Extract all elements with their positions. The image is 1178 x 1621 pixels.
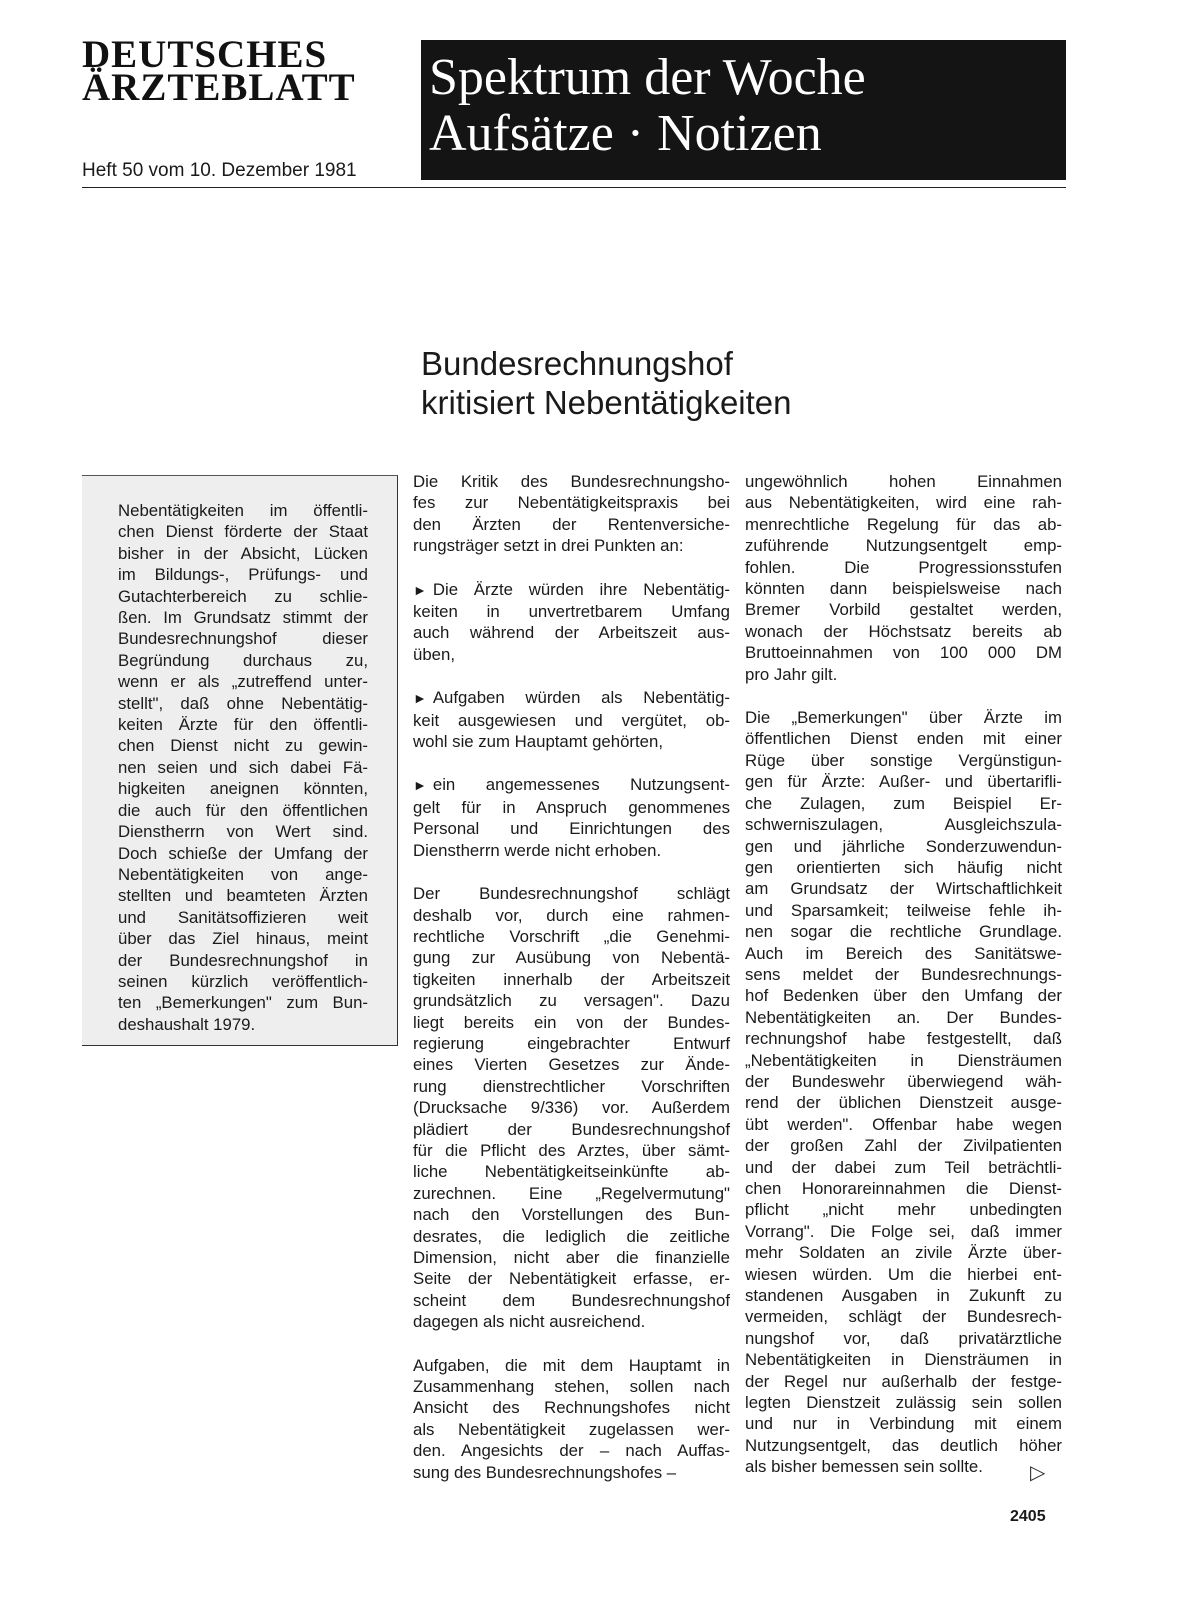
intro-line: chen Dienst förderte der Staat xyxy=(118,522,368,542)
masthead-line-2: ÄRZTEBLATT xyxy=(82,66,356,109)
intro-line: Gutachterbereich zu schlie- xyxy=(118,586,368,606)
text-line: gen und jährliche Sonderzuwendun- xyxy=(745,836,1062,856)
text-line: gen orientierten sich häufig nicht xyxy=(745,857,1062,877)
masthead-line-1: DEUTSCHES xyxy=(82,33,328,76)
text-line: wonach der Höchstsatz bereits ab xyxy=(745,621,1062,641)
text-line: (Drucksache 9/336) vor. Außerdem xyxy=(413,1098,730,1118)
text-line: als Nebentätigkeit zugelassen wer- xyxy=(413,1419,730,1439)
text-line: ungewöhnlich hohen Einnahmen xyxy=(745,472,1062,491)
text-line: tigkeiten innerhalb der Arbeitszeit xyxy=(413,969,730,989)
paragraph xyxy=(745,471,1062,685)
text-line: Vorrang". Die Folge sei, daß immer xyxy=(745,1221,1062,1241)
text-line: deshalb vor, durch eine rahmen- xyxy=(413,905,730,925)
text-line: ► Aufgaben würden als Nebentätig- xyxy=(413,688,730,708)
intro-line: higkeiten aneignen könnten, xyxy=(118,779,368,799)
text-line: öffentlichen Dienst enden mit einer xyxy=(745,729,1062,749)
headline-line-2: kritisiert Nebentätigkeiten xyxy=(421,384,792,421)
text-line: ► Die Ärzte würden ihre Nebentätig- xyxy=(413,579,730,599)
intro-line: Nebentätigkeiten im öffentli- xyxy=(118,501,368,520)
intro-line: deshaushalt 1979. xyxy=(118,1014,256,1034)
text-line: wiesen würden. Um die hierbei ent- xyxy=(745,1264,1062,1284)
text-line: Aufgaben, die mit dem Hauptamt in xyxy=(413,1355,730,1375)
text-line: fohlen. Die Progressionsstufen xyxy=(745,557,1062,577)
intro-line: über das Ziel hinaus, meint xyxy=(118,929,368,949)
article-column-2 xyxy=(745,471,1062,1500)
text-line: Bremer Vorbild gestaltet werden, xyxy=(745,600,1062,620)
text-line: der großen Zahl der Zivilpatienten xyxy=(745,1136,1062,1156)
text-line: zuführende Nutzungsentgelt emp- xyxy=(745,536,1062,556)
text-line: Bruttoeinnahmen von 100 000 DM xyxy=(745,643,1062,663)
text-line: liche Nebentätigkeitseinkünfte ab- xyxy=(413,1162,730,1182)
text-line: legten Dienstzeit zulässig sein sollen xyxy=(745,1393,1062,1413)
text-line: den Ärzten der Rentenversiche- xyxy=(413,514,730,534)
paragraph xyxy=(413,471,730,557)
text-line: sens meldet der Bundesrechnungs- xyxy=(745,964,1062,984)
intro-line: der Bundesrechnungshof in xyxy=(118,950,368,970)
intro-text xyxy=(118,500,368,1035)
text-line: auch während der Arbeitszeit aus- xyxy=(413,623,730,643)
intro-line: ßen. Im Grundsatz stimmt der xyxy=(118,608,368,628)
section-banner xyxy=(421,40,1066,180)
text-line: und Sparsamkeit; teilweise fehle ih- xyxy=(745,900,1062,920)
text-line: und der dabei zum Teil beträchtli- xyxy=(745,1157,1062,1177)
paragraph xyxy=(745,707,1062,1478)
text-line: rungsträger setzt in drei Punkten an: xyxy=(413,536,684,556)
text-line: scheint dem Bundesrechnungshof xyxy=(413,1290,730,1310)
text-line: Auch im Bereich des Sanitätswe- xyxy=(745,943,1062,963)
text-line: könnten dann beispielsweise nach xyxy=(745,579,1062,599)
text-line: pro Jahr gilt. xyxy=(745,664,838,684)
text-line: der Bundeswehr überwiegend wäh- xyxy=(745,1071,1062,1091)
bullet-item xyxy=(413,774,730,861)
headline-line-1: Bundesrechnungshof xyxy=(421,345,733,382)
text-line: rend der üblichen Dienstzeit ausge- xyxy=(745,1093,1062,1113)
intro-box-top-rule xyxy=(82,475,398,476)
text-line: hof Bedenken über den Umfang der xyxy=(745,986,1062,1006)
intro-line: stellt", daß ohne Nebentätig- xyxy=(118,693,368,713)
text-line: Nutzungsentgelt, das deutlich höher xyxy=(745,1435,1062,1455)
text-line: nungshof vor, daß privatärztliche xyxy=(745,1328,1062,1348)
continue-arrow-icon: ▷ xyxy=(1030,1462,1046,1484)
text-line: nen sogar die rechtliche Grundlage. xyxy=(745,922,1062,942)
article-headline xyxy=(421,344,1061,422)
text-line: für die Pflicht des Arztes, über sämt- xyxy=(413,1140,730,1160)
article-column-1 xyxy=(413,471,730,1505)
text-line: standenen Ausgaben in Zukunft zu xyxy=(745,1286,1062,1306)
text-line: wohl sie zum Hauptamt gehörten, xyxy=(413,732,663,752)
text-line: schwerniszulagen, Ausgleichszula- xyxy=(745,815,1062,835)
text-line: fes zur Nebentätigkeitspraxis bei xyxy=(413,493,730,513)
text-line: ► ein angemessenes Nutzungsent- xyxy=(413,775,730,795)
intro-line: Nebentätigkeiten von ange- xyxy=(118,864,368,884)
text-line: nach den Vorstellungen des Bun- xyxy=(413,1205,730,1225)
text-line: dagegen als nicht ausreichend. xyxy=(413,1312,646,1332)
text-line: Personal und Einrichtungen des xyxy=(413,819,730,839)
intro-line: im Bildungs-, Prüfungs- und xyxy=(118,565,368,585)
intro-line: Dienstherrn von Wert sind. xyxy=(118,822,368,842)
header-rule xyxy=(82,187,1066,188)
intro-line: keiten Ärzte für den öffentli- xyxy=(118,715,368,735)
text-line: Der Bundesrechnungshof schlägt xyxy=(413,884,730,904)
text-line: gen für Ärzte: Außer- und übertarifli- xyxy=(745,772,1062,792)
text-line: Dienstherrn werde nicht erhoben. xyxy=(413,840,662,860)
text-line: Rüge über sonstige Vergünstigun- xyxy=(745,750,1062,770)
text-line: übt werden". Offenbar habe wegen xyxy=(745,1114,1062,1134)
intro-line: Doch schieße der Umfang der xyxy=(118,843,368,863)
text-line: rung dienstrechtlicher Vorschriften xyxy=(413,1076,730,1096)
bullet-arrow-icon: ► xyxy=(413,777,427,794)
bullet-arrow-icon: ► xyxy=(413,690,427,707)
text-line: Nebentätigkeiten an. Der Bundes- xyxy=(745,1007,1062,1027)
intro-line: bisher in der Absicht, Lücken xyxy=(118,543,368,563)
intro-line: seinen kürzlich veröffentlich- xyxy=(118,971,368,991)
text-line: che Zulagen, zum Beispiel Er- xyxy=(745,793,1062,813)
text-line: liegt bereits ein von der Bundes- xyxy=(413,1012,730,1032)
text-line: grundsätzlich zu versagen". Dazu xyxy=(413,991,730,1011)
text-line: chen Honorareinnahmen die Dienst- xyxy=(745,1179,1062,1198)
text-line: den. Angesichts der – nach Auffas- xyxy=(413,1441,730,1461)
text-line: sung des Bundesrechnungshofes – xyxy=(413,1462,677,1482)
section-title-line-2: Aufsätze · Notizen xyxy=(429,105,822,162)
text-line: keiten in unvertretbarem Umfang xyxy=(413,602,730,622)
text-line: Nebentätigkeiten in Diensträumen in xyxy=(745,1350,1062,1370)
bullet-arrow-icon: ► xyxy=(413,581,427,598)
text-line: und nur in Verbindung mit einem xyxy=(745,1414,1062,1434)
intro-line: chen Dienst nicht zu gewin- xyxy=(118,736,368,756)
text-line: aus Nebentätigkeiten, wird eine rah- xyxy=(745,493,1062,513)
text-line: der Regel nur außerhalb der festge- xyxy=(745,1371,1062,1391)
text-line: regierung eingebrachter Entwurf xyxy=(413,1033,730,1053)
text-line: üben, xyxy=(413,644,455,664)
intro-line: stellten und beamteten Ärzten xyxy=(118,886,368,906)
text-line: Zusammenhang stehen, sollen nach xyxy=(413,1377,730,1397)
intro-line: Begründung durchaus zu, xyxy=(118,650,368,670)
text-line: Seite der Nebentätigkeit erfasse, er- xyxy=(413,1269,730,1289)
bullet-item xyxy=(413,579,730,666)
section-title-line-1: Spektrum der Woche xyxy=(429,49,866,106)
text-line: rechtliche Vorschrift „die Genehmi- xyxy=(413,926,730,946)
bullet-item xyxy=(413,687,730,752)
text-line: Die Kritik des Bundesrechnungsho- xyxy=(413,472,730,491)
intro-line: und Sanitätsoffizieren weit xyxy=(118,907,368,927)
intro-line: die auch für den öffentlichen xyxy=(118,800,368,820)
text-line: gelt für in Anspruch genommenes xyxy=(413,797,730,817)
text-line: eines Vierten Gesetzes zur Ände- xyxy=(413,1055,730,1075)
text-line: „Nebentätigkeiten in Diensträumen xyxy=(745,1050,1062,1070)
text-line: vermeiden, schlägt der Bundesrech- xyxy=(745,1307,1062,1327)
text-line: Die „Bemerkungen" über Ärzte im xyxy=(745,708,1062,728)
intro-line: wenn er als „zutreffend unter- xyxy=(118,672,368,692)
text-line: keit ausgewiesen und vergütet, ob- xyxy=(413,710,730,730)
text-line: pflicht „nicht mehr unbedingten xyxy=(745,1200,1062,1220)
page-number: 2405 xyxy=(1010,1508,1046,1525)
text-line: Dimension, nicht aber die finanzielle xyxy=(413,1248,730,1267)
intro-line: Bundesrechnungshof dieser xyxy=(118,629,368,649)
text-line: menrechtliche Regelung für das ab- xyxy=(745,514,1062,534)
text-line: als bisher bemessen sein sollte. xyxy=(745,1457,983,1477)
paragraph xyxy=(413,883,730,1333)
text-line: mehr Soldaten an zivile Ärzte über- xyxy=(745,1243,1062,1263)
text-line: plädiert der Bundesrechnungshof xyxy=(413,1119,730,1139)
intro-line: nen seien und sich dabei Fä- xyxy=(118,757,368,777)
text-line: am Grundsatz der Wirtschaftlichkeit xyxy=(745,879,1062,899)
text-line: desrates, die lediglich die zeitliche xyxy=(413,1226,730,1246)
text-line: zurechnen. Eine „Regelvermutung" xyxy=(413,1183,730,1203)
text-line: rechnungshof habe festgestellt, daß xyxy=(745,1029,1062,1049)
masthead-logo xyxy=(82,33,356,109)
intro-line: ten „Bemerkungen" zum Bun- xyxy=(118,993,368,1013)
text-line: Ansicht des Rechnungshofes nicht xyxy=(413,1398,730,1418)
paragraph xyxy=(413,1355,730,1483)
text-line: gung zur Ausübung von Nebentä- xyxy=(413,948,730,968)
issue-info: Heft 50 vom 10. Dezember 1981 xyxy=(82,160,357,181)
